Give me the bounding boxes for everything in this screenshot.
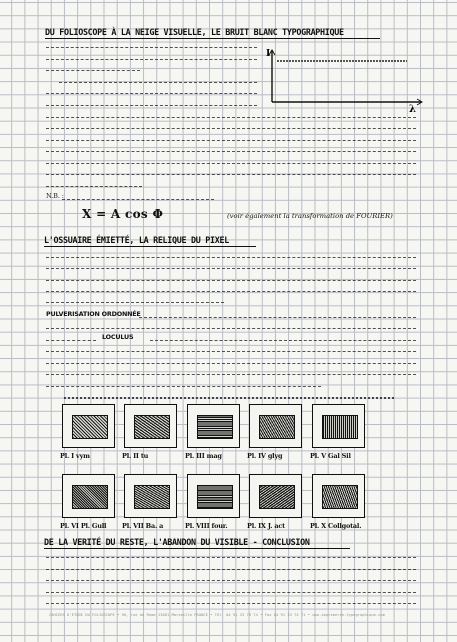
graph-x-symbol: λ xyxy=(409,104,417,113)
plate-texture-image xyxy=(134,485,170,509)
handwritten-line xyxy=(46,603,416,604)
pulverisation-label: PULVERISATION ORDONNÉE xyxy=(46,310,141,318)
plate-texture-image xyxy=(259,485,295,509)
section-heading-3: DE LA VERITÉ DU RESTE, L'ABANDON DU VISIBLE - CONCLUSION xyxy=(44,537,350,549)
handwritten-line xyxy=(46,580,416,581)
handwritten-line xyxy=(46,351,416,352)
handwritten-line xyxy=(46,140,416,141)
handwritten-line xyxy=(46,59,257,60)
plate-frame xyxy=(312,474,365,518)
handwritten-line xyxy=(62,199,214,200)
plate-frame xyxy=(187,404,240,448)
handwritten-line xyxy=(46,93,257,94)
formula-note: (voir également la transformation de FOURIER) xyxy=(227,212,393,220)
handwritten-line xyxy=(150,340,416,341)
handwritten-line xyxy=(46,340,96,341)
plate-frame xyxy=(249,404,302,448)
plate-frame xyxy=(62,474,115,518)
handwritten-line xyxy=(46,328,416,329)
handwritten-line xyxy=(46,268,416,269)
plate-label: Pl. III mag xyxy=(185,452,222,460)
handwritten-line xyxy=(139,317,416,318)
plate-label: Pl. I vym xyxy=(60,452,90,460)
handwritten-line xyxy=(46,386,321,387)
plate-texture-image xyxy=(134,415,170,439)
plate-frame xyxy=(249,474,302,518)
handwritten-line xyxy=(46,569,416,570)
plate-frame xyxy=(124,474,177,518)
plate-texture-image xyxy=(197,415,233,439)
plate-label: Pl. IV glyg xyxy=(247,452,283,460)
handwritten-line xyxy=(46,291,416,292)
handwritten-line xyxy=(46,363,416,364)
handwritten-line xyxy=(46,105,257,106)
plate-label: Pl. VIII four. xyxy=(185,522,228,530)
plate-texture-image xyxy=(72,485,108,509)
section-heading-1: DU FOLIOSCOPE À LA NEIGE VISUELLE, LE BRUIT BLANC TYPOGRAPHIQUE xyxy=(45,27,380,39)
handwritten-line xyxy=(46,128,416,129)
plate-texture-image xyxy=(197,485,233,509)
plate-label: Pl. IX J. act xyxy=(247,522,285,530)
handwritten-line xyxy=(46,163,416,164)
handwritten-line xyxy=(46,47,257,48)
plate-texture-image xyxy=(322,485,358,509)
nb-label: N.B. : xyxy=(46,192,64,200)
plate-frame xyxy=(312,404,365,448)
plate-frame xyxy=(62,404,115,448)
section-heading-2: L'OSSUAIRE ÉMIETTÉ, LA RELIQUE DU PIXEL xyxy=(44,235,256,247)
noise-level-graph xyxy=(266,48,431,113)
plate-label: Pl. II tu xyxy=(122,452,149,460)
plate-label: Pl. VII Ba. a xyxy=(122,522,164,530)
loculus-label: LOCULUS xyxy=(102,333,134,341)
handwritten-line xyxy=(46,174,416,175)
plate-label: Pl. VI Pl. Gull xyxy=(60,522,107,530)
handwritten-line xyxy=(46,374,416,375)
rice-formula: X = A cos Φ xyxy=(82,207,164,221)
plate-frame xyxy=(187,474,240,518)
handwritten-line xyxy=(46,186,142,187)
plate-label: Pl. V Gal Sil xyxy=(310,452,351,460)
handwritten-line xyxy=(46,557,416,558)
plate-texture-image xyxy=(259,415,295,439)
footer-address: CAHIERS D'ÉTUDE DU FOLIOSCOPE • 96, rue de Rome 13001 Marseille FRANCE • Tél. 04 91 33 78 74 • Fax 04 91 33 74 71 • www.imprimerie-typographique.com xyxy=(49,613,385,617)
handwritten-line xyxy=(59,82,257,83)
graph-y-symbol: I xyxy=(266,49,271,59)
handwritten-line xyxy=(46,151,416,152)
plate-texture-image xyxy=(72,415,108,439)
handwritten-line xyxy=(46,592,416,593)
plate-frame xyxy=(124,404,177,448)
plate-label: Pl. X Collgotal. xyxy=(310,522,362,530)
handwritten-line xyxy=(64,397,394,399)
handwritten-line xyxy=(46,117,416,118)
handwritten-line xyxy=(46,257,416,258)
handwritten-line xyxy=(46,70,140,71)
plate-texture-image xyxy=(322,415,358,439)
handwritten-line xyxy=(46,280,416,281)
handwritten-line xyxy=(46,302,224,303)
